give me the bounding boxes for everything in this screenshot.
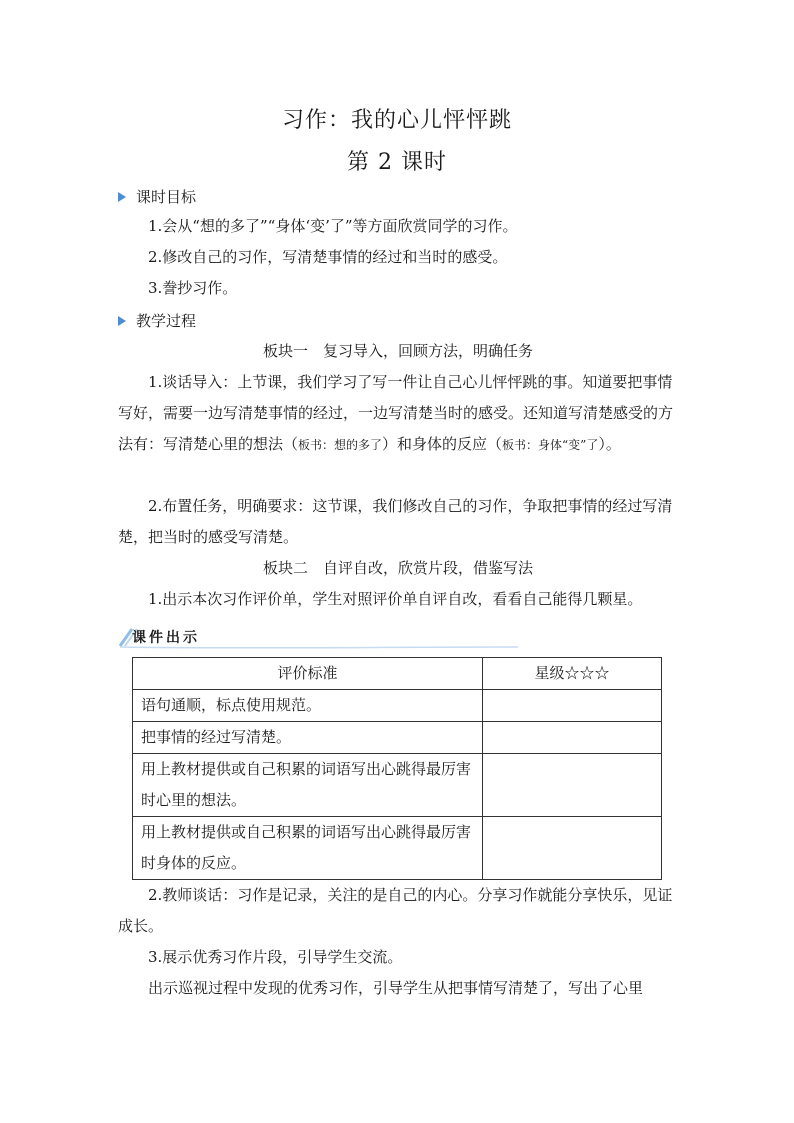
- table-cell: 用上教材提供或自己积累的词语写出心跳得最厉害时心里的想法。: [133, 754, 483, 817]
- courseware-label: 课件出示: [132, 630, 200, 646]
- table-cell-empty: [483, 817, 662, 880]
- section-heading-objectives: [118, 186, 196, 207]
- table-row: [133, 722, 662, 754]
- section-heading-label: 课时目标: [136, 188, 197, 206]
- board-note: 板书：身体“变”了: [502, 438, 599, 452]
- courseware-decoration-icon: [118, 623, 678, 649]
- board-note: 板书：想的多了: [298, 438, 383, 452]
- table-cell: 用上教材提供或自己积累的词语写出心跳得最厉害时身体的反应。: [133, 817, 483, 880]
- objective-item: 3.誊抄习作。: [148, 279, 238, 297]
- paragraph: 2.布置任务，明确要求：这节课，我们修改自己的习作，争取把事情的经过写清楚，把当时的感受写清楚。: [118, 497, 673, 546]
- triangle-bullet-icon: [118, 316, 126, 326]
- paragraph-text: 1.谈话导入：上节课，我们学习了写一件让自己心儿怦怦跳的事。知道要把事情写好，需要一边写清楚事情的经过，一边写清楚当时的感受。还知道写清楚感受的方法有：写清楚心里的想法（: [118, 373, 674, 453]
- page-title: 习作：我的心儿怦怦跳: [281, 108, 512, 133]
- table-cell: 把事情的经过写清楚。: [133, 722, 483, 754]
- table-row: [133, 690, 662, 722]
- table-cell: 语句通顺，标点使用规范。: [133, 690, 483, 722]
- table-header-cell: 评价标准: [133, 658, 483, 690]
- paragraph-text: ）。: [598, 435, 621, 453]
- table-row: [133, 817, 662, 880]
- courseware-banner: [118, 623, 678, 649]
- lesson-subtitle: 第 2 课时: [347, 150, 447, 175]
- triangle-bullet-icon: [118, 192, 126, 202]
- table-cell-empty: [483, 722, 662, 754]
- evaluation-table: [132, 657, 662, 880]
- paragraph: 3.展示优秀习作片段，引导学生交流。: [148, 948, 403, 966]
- block-title: 板块二 自评自改，欣赏片段，借鉴写法: [262, 559, 533, 577]
- paragraph: 出示巡视过程中发现的优秀习作，引导学生从把事情写清楚了，写出了心里: [148, 979, 644, 997]
- table-header-cell: 星级☆☆☆: [483, 658, 662, 690]
- objective-item: 2.修改自己的习作，写清楚事情的经过和当时的感受。: [148, 248, 508, 266]
- paragraph: 2.教师谈话：习作是记录，关注的是自己的内心。分享习作就能分享快乐，见证成长。: [118, 886, 673, 935]
- paragraph: [118, 367, 678, 461]
- table-cell-empty: [483, 690, 662, 722]
- table-cell-empty: [483, 754, 662, 817]
- section-heading-process: [118, 310, 196, 331]
- paragraph-text: ）和身体的反应（: [382, 435, 503, 453]
- block-title: 板块一 复习导入，回顾方法，明确任务: [262, 342, 533, 360]
- section-heading-label: 教学过程: [136, 312, 197, 330]
- objective-item: 1.会从“想的多了”“身体‘变’了”等方面欣赏同学的习作。: [148, 217, 518, 235]
- paragraph: 1.出示本次习作评价单，学生对照评价单自评自改，看看自己能得几颗星。: [148, 590, 643, 608]
- table-row: [133, 754, 662, 817]
- table-header-row: [133, 658, 662, 690]
